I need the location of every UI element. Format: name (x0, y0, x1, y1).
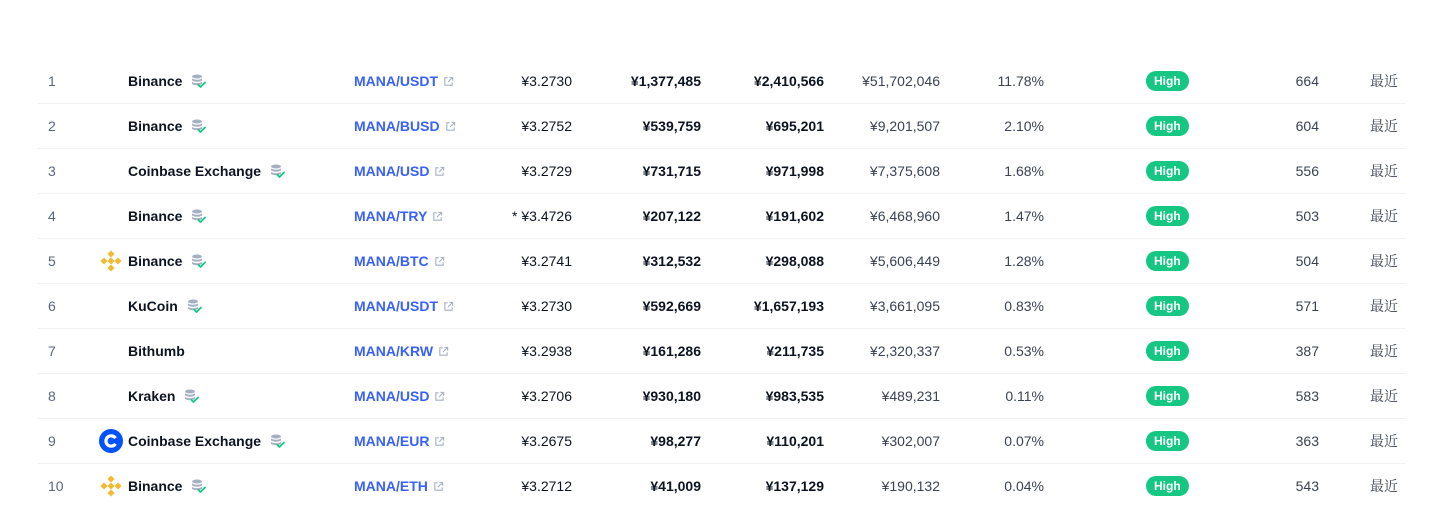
pair-label[interactable]: MANA/BUSD (354, 118, 440, 134)
depth-plus-cell (650, 464, 701, 508)
volume-percent-cell (1004, 149, 1044, 193)
depth-minus-cell (766, 239, 824, 283)
depth-plus: ¥41,009 (650, 478, 701, 494)
confidence-badge[interactable]: High (1146, 161, 1189, 181)
confidence-badge[interactable]: High (1146, 431, 1189, 451)
confidence-cell (1146, 329, 1189, 373)
rank: 3 (48, 163, 56, 179)
confidence-cell (1146, 194, 1189, 238)
liquidity-cell (1296, 464, 1319, 508)
rank: 4 (48, 208, 56, 224)
liquidity-cell (1296, 239, 1319, 283)
volume-percent-cell (1004, 194, 1044, 238)
exchange-name-cell[interactable] (128, 284, 202, 328)
depth-plus-cell (643, 239, 701, 283)
price-cell (521, 239, 572, 283)
exchange-logo (99, 284, 123, 328)
liquidity-score: 604 (1295, 118, 1319, 134)
exchange-logo (99, 329, 123, 373)
price-cell (521, 149, 572, 193)
table-row[interactable] (38, 419, 1406, 464)
liquidity-cell (1296, 284, 1319, 328)
confidence-badge[interactable]: High (1146, 476, 1189, 496)
depth-minus: ¥695,201 (765, 118, 824, 134)
rank-cell (48, 149, 56, 193)
exchange-logo (99, 59, 123, 103)
updated-cell (1370, 464, 1398, 508)
rank: 9 (48, 433, 56, 449)
liquidity-score: 571 (1295, 298, 1319, 314)
liquidity-cell (1296, 329, 1319, 373)
volume-cell (870, 284, 940, 328)
exchange-logo (99, 149, 123, 193)
confidence-badge[interactable]: High (1146, 206, 1189, 226)
updated: 最近 (1370, 478, 1398, 494)
rank-cell (48, 239, 56, 283)
depth-minus: ¥191,602 (765, 208, 824, 224)
price: ¥3.2675 (521, 433, 572, 449)
depth-minus-cell (766, 329, 824, 373)
liquidity-cell (1296, 374, 1319, 418)
price: ¥3.2938 (521, 343, 572, 359)
exchange-name[interactable]: Binance (128, 208, 183, 224)
confidence-cell (1146, 149, 1189, 193)
exchange-name[interactable]: KuCoin (128, 298, 178, 314)
depth-plus-cell (643, 194, 701, 238)
pair-link[interactable] (354, 104, 456, 148)
exchange-name[interactable]: Binance (128, 118, 183, 134)
volume-cell (870, 194, 940, 238)
volume-cell (870, 329, 940, 373)
exchange-name-cell[interactable] (128, 194, 206, 238)
verified-reserves-icon[interactable] (269, 163, 285, 179)
volume-cell (882, 374, 940, 418)
table-row[interactable] (38, 284, 1406, 329)
depth-plus: ¥1,377,485 (630, 73, 701, 89)
external-link-icon[interactable] (434, 436, 445, 447)
liquidity-score: 556 (1295, 163, 1319, 179)
price-note-marker: * (511, 208, 518, 224)
liquidity-score: 504 (1295, 253, 1319, 269)
depth-plus-cell (643, 104, 701, 148)
volume-percent-cell (1004, 239, 1044, 283)
updated-cell (1370, 59, 1398, 103)
confidence-cell (1146, 419, 1189, 463)
verified-reserves-icon[interactable] (190, 253, 206, 269)
volume: ¥5,606,449 (869, 253, 940, 269)
liquidity-cell (1296, 419, 1319, 463)
pair-label[interactable]: MANA/USD (354, 388, 430, 404)
depth-minus-cell (766, 104, 824, 148)
external-link-icon[interactable] (445, 121, 456, 132)
verified-reserves-icon[interactable] (190, 478, 206, 494)
exchange-logo (99, 374, 123, 418)
liquidity-cell (1296, 194, 1319, 238)
updated-cell (1370, 329, 1398, 373)
exchange-name[interactable]: Kraken (128, 388, 176, 404)
confidence-badge[interactable]: High (1146, 71, 1189, 91)
volume-percent: 1.28% (1004, 253, 1044, 269)
exchange-name-cell[interactable] (128, 329, 185, 373)
pair-link[interactable] (354, 194, 443, 238)
liquidity-score: 583 (1295, 388, 1319, 404)
volume-percent-cell (1004, 104, 1044, 148)
updated: 最近 (1370, 388, 1398, 404)
depth-plus: ¥161,286 (642, 343, 701, 359)
volume-percent: 1.68% (1004, 163, 1044, 179)
depth-plus-cell (631, 59, 701, 103)
depth-minus-cell (766, 149, 824, 193)
pair-label[interactable]: MANA/EUR (354, 433, 430, 449)
pair-label[interactable]: MANA/KRW (354, 343, 434, 359)
markets-table (38, 59, 1406, 509)
verified-reserves-icon[interactable] (186, 298, 202, 314)
exchange-name-cell[interactable] (128, 149, 285, 193)
pair-label[interactable]: MANA/ETH (354, 478, 428, 494)
volume-cell (862, 59, 940, 103)
coinbase-logo-icon (99, 429, 123, 453)
table-row[interactable] (38, 374, 1406, 419)
exchange-name[interactable]: Coinbase Exchange (128, 163, 262, 179)
volume-cell (882, 419, 940, 463)
rank-cell (48, 284, 56, 328)
depth-plus-cell (650, 419, 701, 463)
exchange-name[interactable]: Coinbase Exchange (128, 433, 262, 449)
depth-minus: ¥1,657,193 (753, 298, 824, 314)
volume-percent-cell (998, 59, 1044, 103)
exchange-logo (99, 464, 123, 508)
depth-minus-cell (766, 464, 824, 508)
volume: ¥7,375,608 (869, 163, 940, 179)
volume-percent-cell (1004, 464, 1044, 508)
depth-plus: ¥207,122 (642, 208, 701, 224)
pair-label[interactable]: MANA/BTC (354, 253, 429, 269)
exchange-name-cell[interactable] (128, 104, 206, 148)
verified-reserves-icon[interactable] (190, 73, 206, 89)
table-row[interactable] (38, 104, 1406, 149)
confidence-badge[interactable]: High (1146, 296, 1189, 316)
pair-link[interactable] (354, 374, 445, 418)
external-link-icon[interactable] (438, 346, 449, 357)
depth-minus: ¥971,998 (765, 163, 824, 179)
volume-percent-cell (1005, 374, 1044, 418)
volume: ¥9,201,507 (869, 118, 940, 134)
volume-percent-cell (1004, 329, 1044, 373)
updated: 最近 (1370, 163, 1398, 179)
pair-link[interactable] (354, 239, 445, 283)
volume: ¥190,132 (881, 478, 940, 494)
depth-minus-cell (766, 419, 824, 463)
price-cell (521, 284, 572, 328)
exchange-name-cell[interactable] (128, 374, 199, 418)
external-link-icon[interactable] (433, 481, 444, 492)
pair-link[interactable] (354, 284, 454, 328)
exchange-logo (99, 419, 123, 463)
updated: 最近 (1370, 118, 1398, 134)
table-row[interactable] (38, 329, 1406, 374)
volume-cell (882, 464, 940, 508)
updated: 最近 (1370, 298, 1398, 314)
price-cell (521, 59, 572, 103)
verified-reserves-icon[interactable] (269, 433, 285, 449)
depth-plus-cell (643, 149, 701, 193)
volume: ¥51,702,046 (862, 73, 940, 89)
table-row[interactable] (38, 464, 1406, 509)
confidence-cell (1146, 464, 1189, 508)
confidence-badge[interactable]: High (1146, 116, 1189, 136)
liquidity-cell (1296, 149, 1319, 193)
confidence-badge[interactable]: High (1146, 251, 1189, 271)
volume: ¥3,661,095 (869, 298, 940, 314)
depth-minus: ¥298,088 (765, 253, 824, 269)
confidence-cell (1146, 284, 1189, 328)
liquidity-cell (1296, 104, 1319, 148)
pair-link[interactable] (354, 59, 454, 103)
confidence-cell (1146, 59, 1189, 103)
confidence-cell (1146, 104, 1189, 148)
external-link-icon[interactable] (434, 391, 445, 402)
price: ¥3.2712 (521, 478, 572, 494)
price: ¥3.2730 (521, 298, 572, 314)
exchange-name[interactable]: Binance (128, 73, 183, 89)
volume: ¥489,231 (881, 388, 940, 404)
exchange-name[interactable]: Binance (128, 253, 183, 269)
depth-plus: ¥930,180 (642, 388, 701, 404)
pair-link[interactable] (354, 419, 445, 463)
volume-percent: 0.53% (1004, 343, 1044, 359)
binance-logo-icon (99, 474, 123, 498)
confidence-badge[interactable]: High (1146, 386, 1189, 406)
updated-cell (1370, 239, 1398, 283)
volume-percent-cell (1004, 284, 1044, 328)
table-row[interactable] (38, 194, 1406, 239)
external-link-icon[interactable] (434, 166, 445, 177)
verified-reserves-icon[interactable] (183, 388, 199, 404)
exchange-name-cell[interactable] (128, 59, 206, 103)
rank-cell (48, 329, 56, 373)
volume-percent: 2.10% (1004, 118, 1044, 134)
rank-cell (48, 59, 56, 103)
rank: 5 (48, 253, 56, 269)
depth-minus: ¥211,735 (766, 343, 824, 359)
depth-minus-cell (766, 194, 824, 238)
depth-plus-cell (643, 284, 701, 328)
price-cell (512, 194, 572, 238)
liquidity-score: 363 (1295, 433, 1319, 449)
exchange-name[interactable]: Bithumb (128, 343, 185, 359)
rank-cell (48, 374, 56, 418)
price: ¥3.2706 (521, 388, 572, 404)
volume: ¥6,468,960 (869, 208, 940, 224)
depth-plus-cell (643, 329, 701, 373)
volume-percent-cell (1004, 419, 1044, 463)
pair-link[interactable] (354, 329, 449, 373)
external-link-icon[interactable] (434, 256, 445, 267)
volume-percent: 11.78% (997, 73, 1044, 89)
rank: 8 (48, 388, 56, 404)
volume: ¥2,320,337 (869, 343, 940, 359)
depth-plus: ¥98,277 (650, 433, 701, 449)
depth-minus: ¥2,410,566 (753, 73, 824, 89)
exchange-name-cell[interactable] (128, 239, 206, 283)
table-row[interactable] (38, 149, 1406, 194)
rank-cell (48, 464, 64, 508)
volume-percent: 0.04% (1004, 478, 1044, 494)
updated-cell (1370, 194, 1398, 238)
depth-minus-cell (766, 374, 824, 418)
verified-reserves-icon[interactable] (190, 118, 206, 134)
rank-cell (48, 194, 56, 238)
rank-cell (48, 419, 56, 463)
depth-plus: ¥539,759 (642, 118, 701, 134)
external-link-icon[interactable] (443, 301, 454, 312)
exchange-logo (99, 194, 123, 238)
depth-plus: ¥731,715 (642, 163, 701, 179)
price: ¥3.2752 (521, 118, 572, 134)
depth-plus: ¥592,669 (642, 298, 701, 314)
pair-label[interactable]: MANA/USDT (354, 73, 438, 89)
price: ¥3.4726 (521, 208, 572, 224)
price-cell (521, 374, 572, 418)
updated: 最近 (1370, 208, 1398, 224)
price-cell (521, 419, 572, 463)
price-cell (521, 329, 572, 373)
price: ¥3.2730 (521, 73, 572, 89)
external-link-icon[interactable] (432, 211, 443, 222)
pair-label[interactable]: MANA/USDT (354, 298, 438, 314)
price: ¥3.2741 (521, 253, 572, 269)
exchange-name-cell[interactable] (128, 419, 285, 463)
table-row[interactable] (38, 59, 1406, 104)
rank: 1 (48, 73, 56, 89)
confidence-cell (1146, 239, 1189, 283)
volume-cell (870, 104, 940, 148)
exchange-name-cell[interactable] (128, 464, 206, 508)
updated-cell (1370, 374, 1398, 418)
binance-logo-icon (99, 249, 123, 273)
pair-link[interactable] (354, 464, 444, 508)
liquidity-score: 543 (1295, 478, 1319, 494)
depth-minus: ¥137,129 (765, 478, 824, 494)
updated-cell (1370, 284, 1398, 328)
exchange-logo (99, 104, 123, 148)
rank: 7 (48, 343, 56, 359)
volume-percent: 0.07% (1004, 433, 1044, 449)
volume-percent: 0.11% (1005, 388, 1044, 404)
exchange-name[interactable]: Binance (128, 478, 183, 494)
confidence-cell (1146, 374, 1189, 418)
volume: ¥302,007 (881, 433, 940, 449)
price: ¥3.2729 (521, 163, 572, 179)
liquidity-cell (1296, 59, 1319, 103)
price-cell (521, 104, 572, 148)
table-row[interactable] (38, 239, 1406, 284)
updated: 最近 (1370, 73, 1398, 89)
depth-plus-cell (643, 374, 701, 418)
depth-minus: ¥983,535 (765, 388, 824, 404)
depth-minus-cell (754, 284, 824, 328)
volume-percent: 0.83% (1004, 298, 1044, 314)
volume-cell (870, 239, 940, 283)
pair-label[interactable]: MANA/USD (354, 163, 430, 179)
pair-label[interactable]: MANA/TRY (354, 208, 428, 224)
depth-minus-cell (754, 59, 824, 103)
pair-link[interactable] (354, 149, 445, 193)
external-link-icon[interactable] (443, 76, 454, 87)
volume-cell (870, 149, 940, 193)
liquidity-score: 503 (1295, 208, 1319, 224)
rank: 10 (48, 478, 64, 494)
updated-cell (1370, 104, 1398, 148)
depth-minus: ¥110,201 (766, 433, 824, 449)
volume-percent: 1.47% (1004, 208, 1044, 224)
rank: 2 (48, 118, 56, 134)
liquidity-score: 664 (1295, 73, 1319, 89)
updated-cell (1370, 419, 1398, 463)
rank: 6 (48, 298, 56, 314)
exchange-logo (99, 239, 123, 283)
updated: 最近 (1370, 343, 1398, 359)
price-cell (521, 464, 572, 508)
verified-reserves-icon[interactable] (190, 208, 206, 224)
depth-plus: ¥312,532 (642, 253, 701, 269)
updated: 最近 (1370, 253, 1398, 269)
updated-cell (1370, 149, 1398, 193)
liquidity-score: 387 (1295, 343, 1319, 359)
updated: 最近 (1370, 433, 1398, 449)
rank-cell (48, 104, 56, 148)
confidence-badge[interactable]: High (1146, 341, 1189, 361)
